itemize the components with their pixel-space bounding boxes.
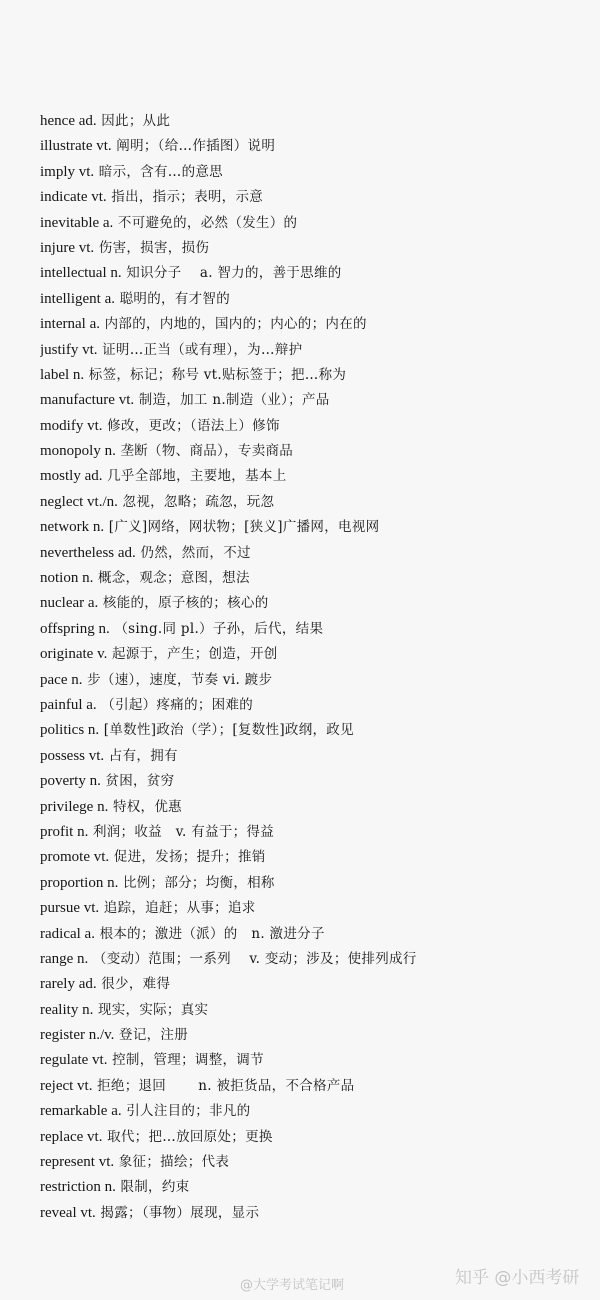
vocab-word: modify vt. <box>40 417 103 434</box>
vocab-definition: 因此；从此 <box>101 113 171 129</box>
vocab-entry <box>40 1048 580 1073</box>
vocab-definition: 知识分子 a. 智力的，善于思维的 <box>126 265 342 282</box>
vocab-entry <box>40 1074 580 1099</box>
vocab-word: profit n. <box>40 823 89 840</box>
vocab-entry <box>40 1099 580 1124</box>
vocab-definition: 阐明；（给…作插图）说明 <box>116 138 276 155</box>
vocab-word: originate v. <box>40 646 108 663</box>
vocab-definition: 揭露；（事物）展现，显示 <box>100 1204 260 1221</box>
vocab-definition: 制造，加工 n.制造（业）；产品 <box>138 392 330 409</box>
vocab-word: justify vt. <box>40 341 98 358</box>
vocab-definition: 步（速），速度，节奏 vi. 踱步 <box>87 671 273 688</box>
vocab-entry <box>40 464 580 489</box>
vocab-entry <box>40 922 580 947</box>
vocab-entry <box>40 617 580 642</box>
vocab-word: politics n. <box>40 722 100 739</box>
vocab-word: regulate vt. <box>40 1052 108 1069</box>
vocab-word: promote vt. <box>40 849 110 866</box>
vocab-definition: 追踪，追赶；从事；追求 <box>103 900 256 917</box>
vocab-entry <box>40 566 580 591</box>
vocab-definition: 引人注目的；非凡的 <box>126 1103 251 1120</box>
vocab-entry <box>40 972 580 997</box>
vocab-entry <box>40 998 580 1023</box>
vocab-word: network n. <box>40 519 105 536</box>
vocab-definition: 登记，注册 <box>119 1027 189 1044</box>
vocab-entry <box>40 896 580 921</box>
vocab-word: radical a. <box>40 925 95 942</box>
vocab-word: proportion n. <box>40 874 119 891</box>
vocab-entry <box>40 718 580 743</box>
vocab-entry <box>40 693 580 718</box>
vocab-word: injure vt. <box>40 239 95 256</box>
vocab-entry <box>40 1125 580 1150</box>
vocab-word: poverty n. <box>40 773 101 790</box>
vocab-definition: 伤害，损害，损伤 <box>98 239 210 256</box>
vocab-entry <box>40 1175 580 1200</box>
vocab-word: possess vt. <box>40 747 105 764</box>
vocab-word: reality n. <box>40 1001 94 1018</box>
vocab-word: replace vt. <box>40 1128 103 1145</box>
vocab-entry <box>40 363 580 388</box>
vocab-entry <box>40 845 580 870</box>
vocab-entry <box>40 642 580 667</box>
vocab-definition: 促进，发扬；提升；推销 <box>113 849 266 866</box>
vocab-entry <box>40 947 580 972</box>
vocab-word: inevitable a. <box>40 214 114 231</box>
vocab-entry <box>40 287 580 312</box>
vocab-word: pursue vt. <box>40 900 100 917</box>
vocab-definition: 贫困，贫穷 <box>105 773 175 790</box>
vocab-entry <box>40 261 580 286</box>
weibo-watermark: @大学考试笔记啊 <box>240 1278 345 1293</box>
vocab-definition: 取代；把…放回原处；更换 <box>107 1128 273 1145</box>
vocab-word: illustrate vt. <box>40 138 112 155</box>
vocab-word: mostly ad. <box>40 468 103 485</box>
vocab-word: manufacture vt. <box>40 392 135 409</box>
vocab-entry <box>40 769 580 794</box>
vocab-word: intelligent a. <box>40 290 115 307</box>
vocab-word: restriction n. <box>40 1179 116 1196</box>
vocab-entry <box>40 1023 580 1048</box>
vocab-word: represent vt. <box>40 1154 115 1171</box>
vocab-word: indicate vt. <box>40 189 107 206</box>
zhihu-watermark: 知乎 @小西考研 <box>455 1268 580 1288</box>
vocab-entry <box>40 515 580 540</box>
vocab-definition: 现实，实际；真实 <box>97 1001 209 1018</box>
vocab-word: pace n. <box>40 671 83 688</box>
vocab-word: nevertheless ad. <box>40 544 136 561</box>
vocab-definition: 限制，约束 <box>120 1179 190 1196</box>
vocab-definition: 忽视，忽略；疏忽，玩忽 <box>122 493 275 510</box>
vocab-definition: 占有，拥有 <box>108 747 178 764</box>
vocab-entry <box>40 160 580 185</box>
vocab-definition: 内部的，内地的，国内的；内心的；内在的 <box>104 316 367 333</box>
vocab-entry <box>40 668 580 693</box>
vocab-definition: 象征；描绘；代表 <box>118 1154 230 1171</box>
vocab-word: internal a. <box>40 316 100 333</box>
vocab-definition: （sing.同 pl.）子孙，后代，结果 <box>114 620 324 637</box>
vocab-definition: 根本的；激进（派）的 n. 激进分子 <box>99 925 325 942</box>
vocab-definition: 修改，更改；（语法上）修饰 <box>107 417 280 434</box>
vocab-entry <box>40 871 580 896</box>
vocab-definition: 不可避免的，必然（发生）的 <box>117 214 298 231</box>
vocab-definition: 证明…正当（或有理），为…辩护 <box>102 341 303 358</box>
vocab-definition: 指出，指示；表明，示意 <box>111 189 264 206</box>
vocab-word: register n./v. <box>40 1027 115 1044</box>
vocab-definition: 标签，标记；称号 vt.贴标签于；把…称为 <box>88 366 347 383</box>
vocab-definition: 起源于，产生；创造，开创 <box>111 646 278 663</box>
vocab-definition: 概念，观念；意图，想法 <box>97 570 250 587</box>
vocab-entry <box>40 490 580 515</box>
vocab-word: offspring n. <box>40 620 110 637</box>
vocab-entry <box>40 795 580 820</box>
vocab-definition: （引起）疼痛的；困难的 <box>101 696 254 713</box>
vocab-definition: 聪明的，有才智的 <box>119 290 230 307</box>
vocab-word: label n. <box>40 366 85 383</box>
vocab-definition: 几乎全部地，主要地，基本上 <box>107 468 287 485</box>
vocab-definition: 很少，难得 <box>101 976 171 993</box>
vocab-entry <box>40 591 580 616</box>
vocab-entry <box>40 439 580 464</box>
vocab-entry <box>40 541 580 566</box>
vocab-word: painful a. <box>40 696 97 713</box>
vocab-word: notion n. <box>40 570 94 587</box>
vocab-word: hence ad. <box>40 113 97 129</box>
vocab-word: monopoly n. <box>40 443 116 460</box>
vocab-entry <box>40 109 580 134</box>
vocab-entry <box>40 185 580 210</box>
vocab-definition: 暗示，含有…的意思 <box>98 163 223 180</box>
vocab-word: reveal vt. <box>40 1204 96 1221</box>
vocab-definition: 拒绝；退回 n. 被拒货品，不合格产品 <box>97 1077 355 1094</box>
vocab-entry <box>40 211 580 236</box>
vocab-entry <box>40 1150 580 1175</box>
vocab-entry <box>40 744 580 769</box>
vocab-entry <box>40 134 580 159</box>
vocab-entry <box>40 236 580 261</box>
vocab-entry <box>40 820 580 845</box>
vocab-entry <box>40 388 580 413</box>
vocab-word: privilege n. <box>40 798 109 815</box>
vocab-entry <box>40 312 580 337</box>
vocab-entry <box>40 1201 580 1226</box>
vocab-word: intellectual n. <box>40 265 122 282</box>
vocab-word: rarely ad. <box>40 976 97 993</box>
vocab-definition: [单数性]政治（学）；[复数性]政纲，政见 <box>103 722 354 739</box>
vocab-word: remarkable a. <box>40 1103 122 1120</box>
vocab-word: reject vt. <box>40 1077 93 1094</box>
vocab-definition: 特权，优惠 <box>112 798 182 815</box>
vocab-definition: 比例；部分；均衡，相称 <box>122 874 275 891</box>
vocab-definition: 控制，管理；调整，调节 <box>112 1052 264 1069</box>
vocab-word: nuclear a. <box>40 595 99 612</box>
vocab-entry <box>40 414 580 439</box>
vocab-definition: （变动）范围；一系列 v. 变动；涉及；使排列成行 <box>92 950 417 967</box>
vocab-definition: 仍然，然而，不过 <box>140 544 251 561</box>
vocab-entry <box>40 338 580 363</box>
vocab-word: imply vt. <box>40 163 95 180</box>
vocab-definition: [广义]网络，网状物；[狭义]广播网，电视网 <box>108 519 380 536</box>
vocab-word: neglect vt./n. <box>40 493 118 510</box>
vocab-definition: 核能的，原子核的；核心的 <box>102 595 269 612</box>
vocab-definition: 垄断（物、商品），专卖商品 <box>120 443 294 460</box>
vocab-word: range n. <box>40 950 89 967</box>
vocabulary-list <box>40 109 580 1226</box>
vocab-definition: 利润；收益 v. 有益于；得益 <box>92 823 275 840</box>
